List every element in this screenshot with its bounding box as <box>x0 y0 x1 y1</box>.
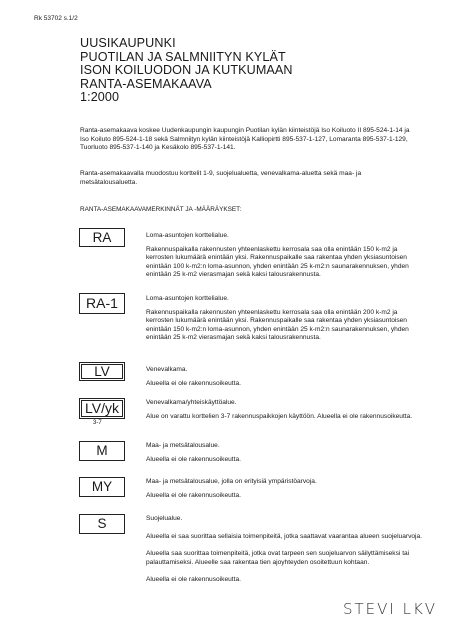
legend-text: Alue on varattu korttelien 3-7 rakennuspaikkojen käyttöön. Alueella ei ole rakennusoikeutta. <box>146 412 413 420</box>
intro-paragraph-2: Ranta-asemakaavalla muodostuu korttelit 1-9, suojelualuetta, venevalkama-aluetta sekä maa- ja metsätalousaluetta. <box>80 170 362 186</box>
legend-title: Venevalkama/yhteiskäyttöalue. <box>146 399 237 406</box>
legend-title: Loma-asuntojen korttelialue. <box>146 295 229 302</box>
legend-description-lv <box>146 366 426 393</box>
legend-description-m <box>146 442 426 469</box>
legend-text: Rakennuspaikalla rakennusten yhteenlaskettu kerrosala saa olla enintään 150 k-m2 ja kerrosten lukumäärä enintään yksi. Rakennuspaikalle saa rakentaa yhden yksiasuntoisen enintään 100 k-m2:n loma-asunnon, yhden enintään 25 k-m2:n saunarakennuksen, yhden enintään 25 k-m2 vierasmajan sekä kaksi talousrakennusta. <box>146 245 409 279</box>
legend-title: Venevalkama. <box>146 366 188 373</box>
legend-description-my <box>146 478 426 505</box>
legend-code-ra: RA <box>79 228 125 247</box>
company-logo: STEVI LKV <box>343 600 438 618</box>
legend-subcode: 3-7 <box>93 420 102 426</box>
title-line: PUOTILAN JA SALMNIITYN KYLÄT <box>80 49 286 64</box>
legend-description-lv-yk <box>146 399 426 426</box>
document-title <box>80 37 293 105</box>
legend-text: Alueella ei ole rakennusoikeutta. <box>146 576 241 584</box>
legend-title: Maa- ja metsätalousalue. <box>146 442 220 449</box>
legend-description-ra-1 <box>146 295 426 348</box>
document-reference: Rk 53702 s.1/2 <box>34 15 78 22</box>
legend-code-s: S <box>79 514 125 534</box>
legend-title: Maa- ja metsätalousalue, jolla on erityisiä ympäristöarvoja. <box>146 478 317 485</box>
legend-text: Alueella saa suorittaa toimenpiteitä, jotka ovat tarpeen sen suojeluarvon säilyttämiseksi tai palauttamiseksi. Alueelle saa rakentaa tien ajoyhteyden osoitettuun kohtaan. <box>146 550 410 566</box>
legend-code-my: MY <box>79 477 125 497</box>
legend-code-lv: LV <box>79 362 125 381</box>
legend-text: Alueella ei ole rakennusoikeutta. <box>146 455 241 463</box>
section-heading: RANTA-ASEMAKAAVAMERKINNÄT JA -MÄÄRÄYKSET: <box>80 206 242 213</box>
scale-line: 1:2000 <box>80 90 120 105</box>
legend-description-s <box>146 515 426 590</box>
title-line: ISON KOILUODON JA KUTKUMAAN <box>80 63 293 78</box>
legend-code-ra-1: RA-1 <box>79 293 125 314</box>
legend-text: Alueella ei saa suorittaa sellaisia toimenpiteitä, jotka saattavat vaarantaa alueen suojeluarvoja. <box>146 532 423 540</box>
title-line: RANTA-ASEMAKAAVA <box>80 76 212 91</box>
legend-text: Alueella ei ole rakennusoikeutta. <box>146 491 241 499</box>
legend-title: Suojelualue. <box>146 515 183 522</box>
legend-description-ra <box>146 232 426 285</box>
intro-paragraph: Ranta-asemakaava koskee Uudenkaupungin kaupungin Puotilan kylän kiinteistöjä Iso Koiluoto II 895-524-1-14 ja Iso Koiluto 895-524-1-18 sekä Salmniityn kylän kiinteistöjä Kalliopirtti 895-537-1-127, Lomaranta 895-537-1-129, Tuorluoto 895-537-1-140 ja Kesäkolo 895-537-1-141. <box>80 127 410 152</box>
legend-text: Alueella ei ole rakennusoikeutta. <box>146 379 241 387</box>
legend-code-lv-yk: LV/yk <box>79 398 125 419</box>
legend-text: Rakennuspaikalla rakennusten yhteenlaskettu kerrosala saa olla enintään 200 k-m2 ja kerrosten lukumäärä enintään yksi. Rakennuspaikalle saa rakentaa yhden yksiasuntoisen enintään 150 k-m2:n loma-asunnon, yhden enintään 25 k-m2:n saunarakennuksen, yhden enintään 25 k-m2 vierasmajan sekä kaksi talousrakennusta. <box>146 308 409 342</box>
legend-title: Loma-asuntojen korttelialue. <box>146 232 229 239</box>
title-line: UUSIKAUPUNKI <box>80 36 176 50</box>
legend-code-m: M <box>79 441 125 461</box>
